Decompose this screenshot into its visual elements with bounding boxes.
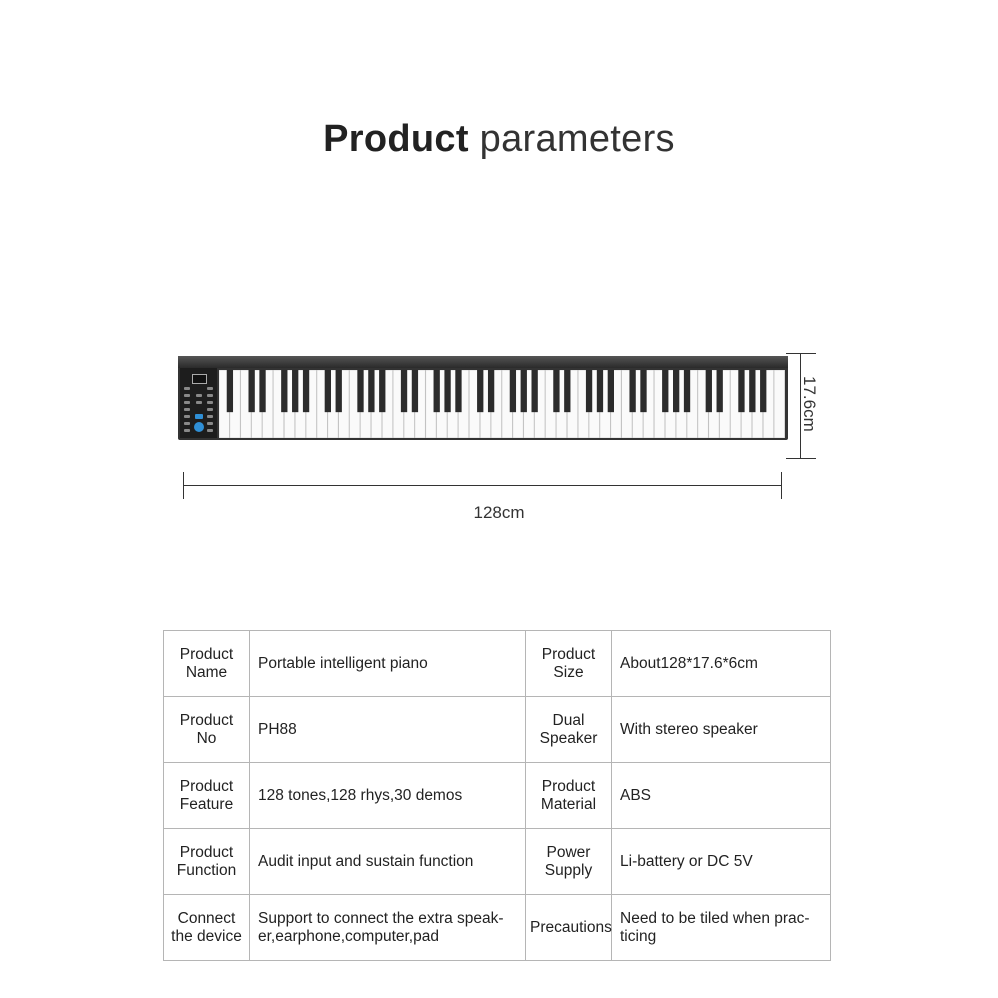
param-value: ABS — [612, 763, 831, 829]
panel-button — [196, 401, 202, 404]
black-key — [488, 370, 494, 412]
panel-button — [184, 429, 190, 432]
param-value: With stereo speaker — [612, 697, 831, 763]
black-key — [357, 370, 363, 412]
lcd-screen — [192, 374, 207, 384]
volume-dial — [194, 422, 204, 432]
panel-button — [207, 408, 213, 411]
black-key — [303, 370, 309, 412]
param-value: Portable intelligent piano — [250, 631, 526, 697]
width-dimension-tick-right — [781, 472, 782, 499]
table-row — [164, 829, 831, 895]
black-key — [336, 370, 342, 412]
black-key — [738, 370, 744, 412]
panel-button — [184, 394, 190, 397]
param-value: Li-battery or DC 5V — [612, 829, 831, 895]
piano-illustration — [178, 356, 788, 440]
black-key — [281, 370, 287, 412]
param-value: PH88 — [250, 697, 526, 763]
black-key — [749, 370, 755, 412]
title-light: parameters — [479, 118, 675, 160]
panel-button — [207, 394, 213, 397]
black-key — [249, 370, 255, 412]
black-key — [368, 370, 374, 412]
black-key — [586, 370, 592, 412]
param-label: Product Size — [526, 631, 612, 697]
black-key — [510, 370, 516, 412]
black-key — [325, 370, 331, 412]
black-key — [401, 370, 407, 412]
black-key — [477, 370, 483, 412]
param-label: Power Supply — [526, 829, 612, 895]
table-row — [164, 763, 831, 829]
table-row — [164, 895, 831, 961]
black-key — [673, 370, 679, 412]
white-key — [774, 370, 784, 438]
param-label: Connect the device — [164, 895, 250, 961]
panel-button — [184, 401, 190, 404]
black-key — [662, 370, 668, 412]
param-value: Need to be tiled when prac-ticing — [612, 895, 831, 961]
black-key — [597, 370, 603, 412]
panel-button — [184, 387, 190, 390]
param-value: About128*17.6*6cm — [612, 631, 831, 697]
keyboard-keys — [219, 370, 785, 438]
parameters-table — [163, 630, 831, 961]
param-value: 128 tones,128 rhys,30 demos — [250, 763, 526, 829]
width-dimension-line — [183, 485, 781, 486]
black-key — [292, 370, 298, 412]
black-key — [629, 370, 635, 412]
height-dimension-tick-bottom — [786, 458, 816, 459]
black-key — [259, 370, 265, 412]
panel-button — [184, 408, 190, 411]
black-key — [760, 370, 766, 412]
panel-button — [184, 415, 190, 418]
param-label: Product Function — [164, 829, 250, 895]
black-key — [434, 370, 440, 412]
black-key — [608, 370, 614, 412]
table-row — [164, 697, 831, 763]
panel-button — [207, 422, 213, 425]
param-label: Dual Speaker — [526, 697, 612, 763]
panel-button — [207, 415, 213, 418]
black-key — [521, 370, 527, 412]
panel-button — [184, 422, 190, 425]
black-key — [717, 370, 723, 412]
panel-button — [207, 387, 213, 390]
keyboard — [219, 370, 785, 438]
piano-top-bar — [178, 356, 788, 368]
panel-button — [207, 401, 213, 404]
param-label: Product Material — [526, 763, 612, 829]
param-label: Precautions — [526, 895, 612, 961]
param-label: Product Name — [164, 631, 250, 697]
black-key — [455, 370, 461, 412]
black-key — [532, 370, 538, 412]
page-title — [0, 118, 998, 161]
black-key — [684, 370, 690, 412]
param-value: Support to connect the extra speak-er,earphone,computer,pad — [250, 895, 526, 961]
control-panel — [180, 368, 217, 438]
title-bold: Product — [323, 118, 469, 160]
black-key — [227, 370, 233, 412]
height-dimension-tick-top — [786, 353, 816, 354]
param-label: Product Feature — [164, 763, 250, 829]
width-dimension-label: 128cm — [473, 503, 525, 522]
panel-highlight-button — [195, 414, 203, 419]
black-key — [706, 370, 712, 412]
width-dimension-tick-left — [183, 472, 184, 499]
black-key — [444, 370, 450, 412]
param-label: Product No — [164, 697, 250, 763]
table-row — [164, 631, 831, 697]
black-key — [412, 370, 418, 412]
panel-button — [196, 394, 202, 397]
height-dimension-label: 17.6cm — [800, 376, 819, 432]
panel-button — [207, 429, 213, 432]
black-key — [564, 370, 570, 412]
black-key — [553, 370, 559, 412]
black-key — [379, 370, 385, 412]
param-value: Audit input and sustain function — [250, 829, 526, 895]
black-key — [640, 370, 646, 412]
